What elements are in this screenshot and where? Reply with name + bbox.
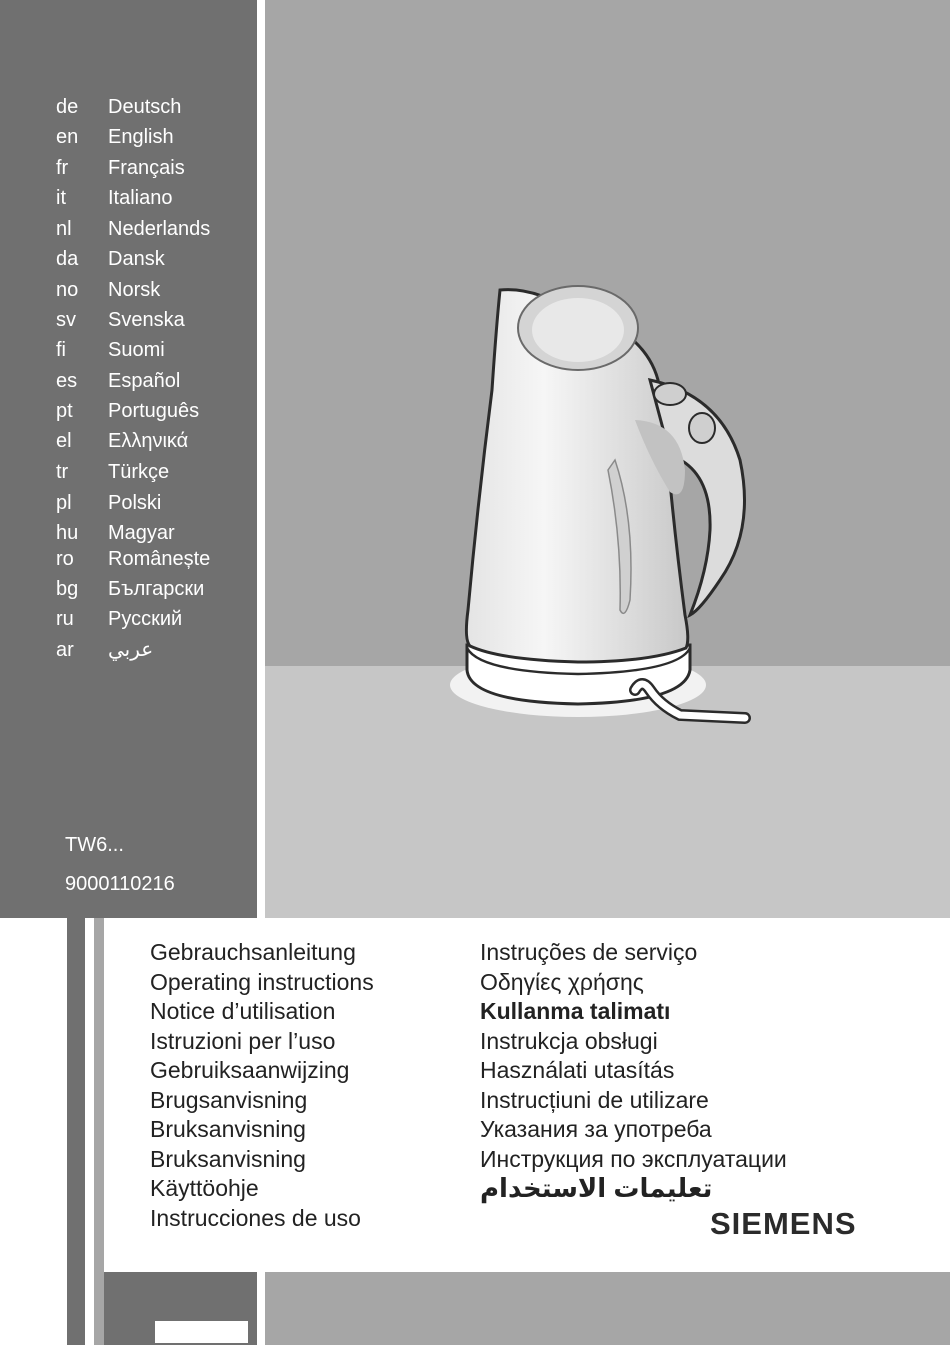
language-row-fr <box>56 153 185 183</box>
language-row-da <box>56 244 165 274</box>
language-row-pt <box>56 396 199 426</box>
model-number: 9000110216 <box>65 873 175 895</box>
language-code: da <box>56 248 79 270</box>
language-row-en <box>56 122 174 152</box>
instruction-title-fi: Käyttöohje <box>150 1175 259 1201</box>
instruction-title-it: Istruzioni per l’uso <box>150 1027 336 1054</box>
language-code: ru <box>56 608 74 630</box>
instruction-title-pt: Instruções de serviço <box>480 939 698 965</box>
language-name: Italiano <box>108 187 173 209</box>
language-code: en <box>56 126 79 148</box>
language-code: ar <box>56 639 74 661</box>
instruction-title-bg: Указания за употреба <box>480 1116 712 1142</box>
instruction-title-el: Οδηγίες χρήσης <box>480 968 644 995</box>
language-code: fr <box>56 157 69 179</box>
language-code: pl <box>56 492 72 514</box>
language-code: sv <box>56 309 76 331</box>
instruction-title-no: Bruksanvisning <box>150 1116 306 1142</box>
language-name: Dansk <box>108 248 165 270</box>
footer-band-right <box>265 1272 950 1345</box>
instruction-title-ar: تعليمات الاستخدام <box>480 1173 713 1203</box>
language-row-it <box>56 183 173 213</box>
instruction-title-es: Instrucciones de uso <box>150 1204 361 1231</box>
kettle-illustration <box>180 270 780 740</box>
language-code: nl <box>56 218 72 240</box>
power-switch <box>689 413 715 443</box>
language-name: Deutsch <box>108 96 182 118</box>
instruction-title-nl: Gebruiksaanwijzing <box>150 1057 350 1083</box>
instruction-title-pl: Instrukcja obsługi <box>480 1027 658 1054</box>
language-code: fi <box>56 339 66 361</box>
instruction-title-hu: Használati utasítás <box>480 1057 675 1083</box>
language-name: Magyar <box>108 522 175 544</box>
language-code: pt <box>56 400 73 422</box>
instruction-title-ro: Instrucțiuni de utilizare <box>480 1086 709 1113</box>
language-name: Norsk <box>108 279 161 301</box>
decorative-stripe-dark <box>67 918 85 1345</box>
instruction-title-en: Operating instructions <box>150 968 374 995</box>
instruction-title-de: Gebrauchsanleitung <box>150 939 356 965</box>
language-name: Ελληνικά <box>108 430 189 452</box>
language-code: it <box>56 187 66 209</box>
language-name: Polski <box>108 492 162 514</box>
instruction-title-ru: Инструкция по эксплуатации <box>480 1145 787 1172</box>
language-name: English <box>108 126 174 148</box>
language-name: Nederlands <box>108 218 211 240</box>
language-name: عربي <box>108 639 154 661</box>
instruction-title-da: Brugsanvisning <box>150 1086 308 1113</box>
model-name: TW6... <box>65 834 124 856</box>
language-name: Български <box>108 578 205 600</box>
decorative-stripe-light <box>94 918 104 1345</box>
language-row-no <box>56 275 160 305</box>
language-name: Românește <box>108 548 211 570</box>
language-name: Suomi <box>108 339 165 361</box>
language-row-ru <box>56 604 182 634</box>
lid-release-button <box>654 383 686 405</box>
language-name: Türkçe <box>108 461 170 483</box>
language-code: el <box>56 430 72 452</box>
language-code: hu <box>56 522 79 544</box>
instructions-column-right <box>480 938 787 1204</box>
language-name: Português <box>108 400 200 422</box>
language-row-bg <box>56 574 204 604</box>
language-code: es <box>56 370 78 392</box>
instruction-title-tr: Kullanma talimatı <box>480 998 671 1024</box>
language-name: Русский <box>108 608 183 630</box>
language-row-de <box>56 92 181 122</box>
language-name: Svenska <box>108 309 185 331</box>
language-row-fi <box>56 335 165 365</box>
language-row-ro <box>56 544 210 574</box>
language-code: bg <box>56 578 79 600</box>
language-row-ar <box>56 635 153 665</box>
brand-logo: SIEMENS <box>710 1206 857 1241</box>
language-name: Español <box>108 370 181 392</box>
footer-label-box <box>155 1321 248 1343</box>
language-code: ro <box>56 548 74 570</box>
language-row-tr <box>56 457 169 487</box>
instructions-column-left <box>150 938 374 1233</box>
language-row-pl <box>56 488 161 518</box>
language-row-sv <box>56 305 185 335</box>
language-code: de <box>56 96 79 118</box>
language-code: tr <box>56 461 69 483</box>
language-row-es <box>56 366 180 396</box>
instruction-title-sv: Bruksanvisning <box>150 1145 306 1172</box>
language-row-el <box>56 426 188 456</box>
instruction-title-fr: Notice d’utilisation <box>150 998 336 1024</box>
language-row-nl <box>56 214 210 244</box>
language-code: no <box>56 279 79 301</box>
language-name: Français <box>108 157 185 179</box>
